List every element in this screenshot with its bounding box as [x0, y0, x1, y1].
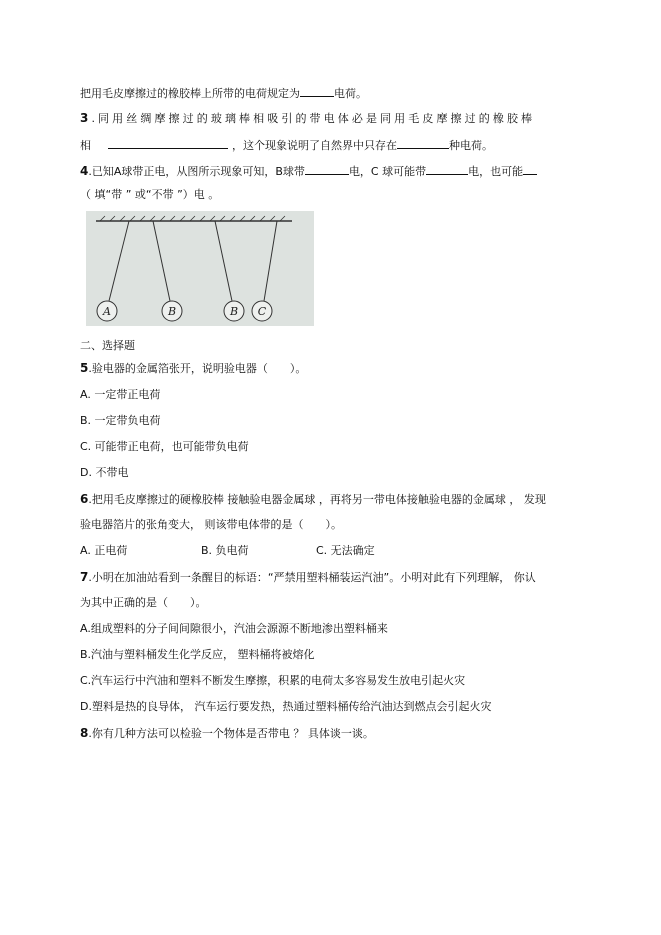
q2-text-before: 把用毛皮摩擦过的橡胶棒上所带的电荷规定为: [80, 87, 300, 100]
figure-background: [86, 211, 314, 326]
q3-line1-text: .同用丝绸摩擦过的玻璃棒相吸引的带电体必是同用毛皮摩擦过的橡胶棒: [91, 112, 536, 125]
q7-line1: [80, 569, 536, 586]
q4-line1-a: .已知A球带正电，从图所示现象可知，B球带: [88, 165, 305, 178]
q3-line2: [80, 136, 493, 154]
q5-number: 5: [80, 361, 89, 375]
q4-blank-2[interactable]: [426, 162, 468, 175]
q4-line1-c: 电，也可能: [468, 165, 524, 178]
q3-line1: [80, 110, 535, 127]
q5-line: [80, 360, 306, 377]
q3-blank-1[interactable]: [108, 136, 228, 149]
q8-line: [80, 725, 374, 742]
ball-label-b1: B: [167, 305, 177, 318]
q5-option-a[interactable]: A. 一定带正电荷: [80, 388, 161, 401]
q3-blank-2[interactable]: [397, 136, 449, 149]
q4-number: 4: [80, 164, 89, 178]
q3-line2-end: 种电荷。: [448, 139, 493, 152]
q4-line2: [80, 187, 219, 203]
q5-option-c[interactable]: C. 可能带正电荷，也可能带负电荷: [80, 440, 249, 453]
q4-blank-3[interactable]: [523, 162, 537, 175]
q5-option-b[interactable]: B. 一定带负电荷: [80, 414, 161, 427]
ball-label-b2: B: [229, 305, 239, 318]
q5-option-d[interactable]: D. 不带电: [80, 466, 129, 479]
q7-option-a[interactable]: A.组成塑料的分子间间隙很小，汽油会源源不断地渗出塑料桶来: [80, 622, 388, 635]
q3-line2-start: 相: [80, 139, 91, 152]
q7-number: 7: [80, 570, 89, 584]
q4-blank-1[interactable]: [305, 162, 349, 175]
q6-option-c[interactable]: C. 无法确定: [316, 544, 375, 557]
q2-text-after: 电荷。: [334, 87, 367, 100]
q4-line1-b: 电，C 球可能带: [348, 165, 427, 178]
q8-number: 8: [80, 726, 89, 740]
q4-line1: [80, 162, 537, 180]
q6-line1-text: .把用毛皮摩擦过的硬橡胶棒 接触验电器金属球 ，再将另一带电体接触验电器的金属球 ， 发现: [88, 493, 546, 506]
q4-line2-text: （ 填“带 ” 或“不带 ”）电 。: [80, 188, 220, 201]
q3-line2-mid: ，这个现象说明了自然界中只存在: [231, 139, 397, 152]
q2-line: [80, 84, 367, 102]
q3-number: 3: [80, 111, 92, 125]
q6-number: 6: [80, 492, 89, 506]
charged-balls-figure: [86, 211, 314, 326]
q7-option-b[interactable]: B.汽油与塑料桶发生化学反应， 塑料桶将被熔化: [80, 648, 315, 661]
q5-text: .验电器的金属箔张开，说明验电器（ ）。: [88, 362, 307, 375]
q8-text: .你有几种方法可以检验一个物体是否带电 ？ 具体谈一谈。: [88, 727, 374, 740]
ball-label-a: A: [103, 305, 111, 318]
q7-option-c[interactable]: C.汽车运行中汽油和塑料不断发生摩擦，积累的电荷太多容易发生放电引起火灾: [80, 674, 466, 687]
q6-line2: 验电器箔片的张角变大， 则该带电体带的是（ ）。: [80, 518, 342, 531]
ball-label-c: C: [257, 305, 267, 318]
q6-option-b[interactable]: B. 负电荷: [201, 544, 249, 557]
q6-options: [80, 543, 375, 559]
q6-option-a[interactable]: A. 正电荷: [80, 544, 128, 557]
q6-line1: [80, 491, 546, 508]
q7-line1-text: .小明在加油站看到一条醒目的标语：“严禁用塑料桶装运汽油”。小明对此有下列理解， 你认: [88, 571, 536, 584]
q7-option-d[interactable]: D.塑料是热的良导体， 汽车运行要发热，热通过塑料桶传给汽油达到燃点会引起火灾: [80, 700, 492, 713]
q2-blank[interactable]: [300, 84, 334, 97]
q7-line2: 为其中正确的是（ ）。: [80, 596, 207, 609]
section2-title: 二、选择题: [80, 339, 135, 352]
